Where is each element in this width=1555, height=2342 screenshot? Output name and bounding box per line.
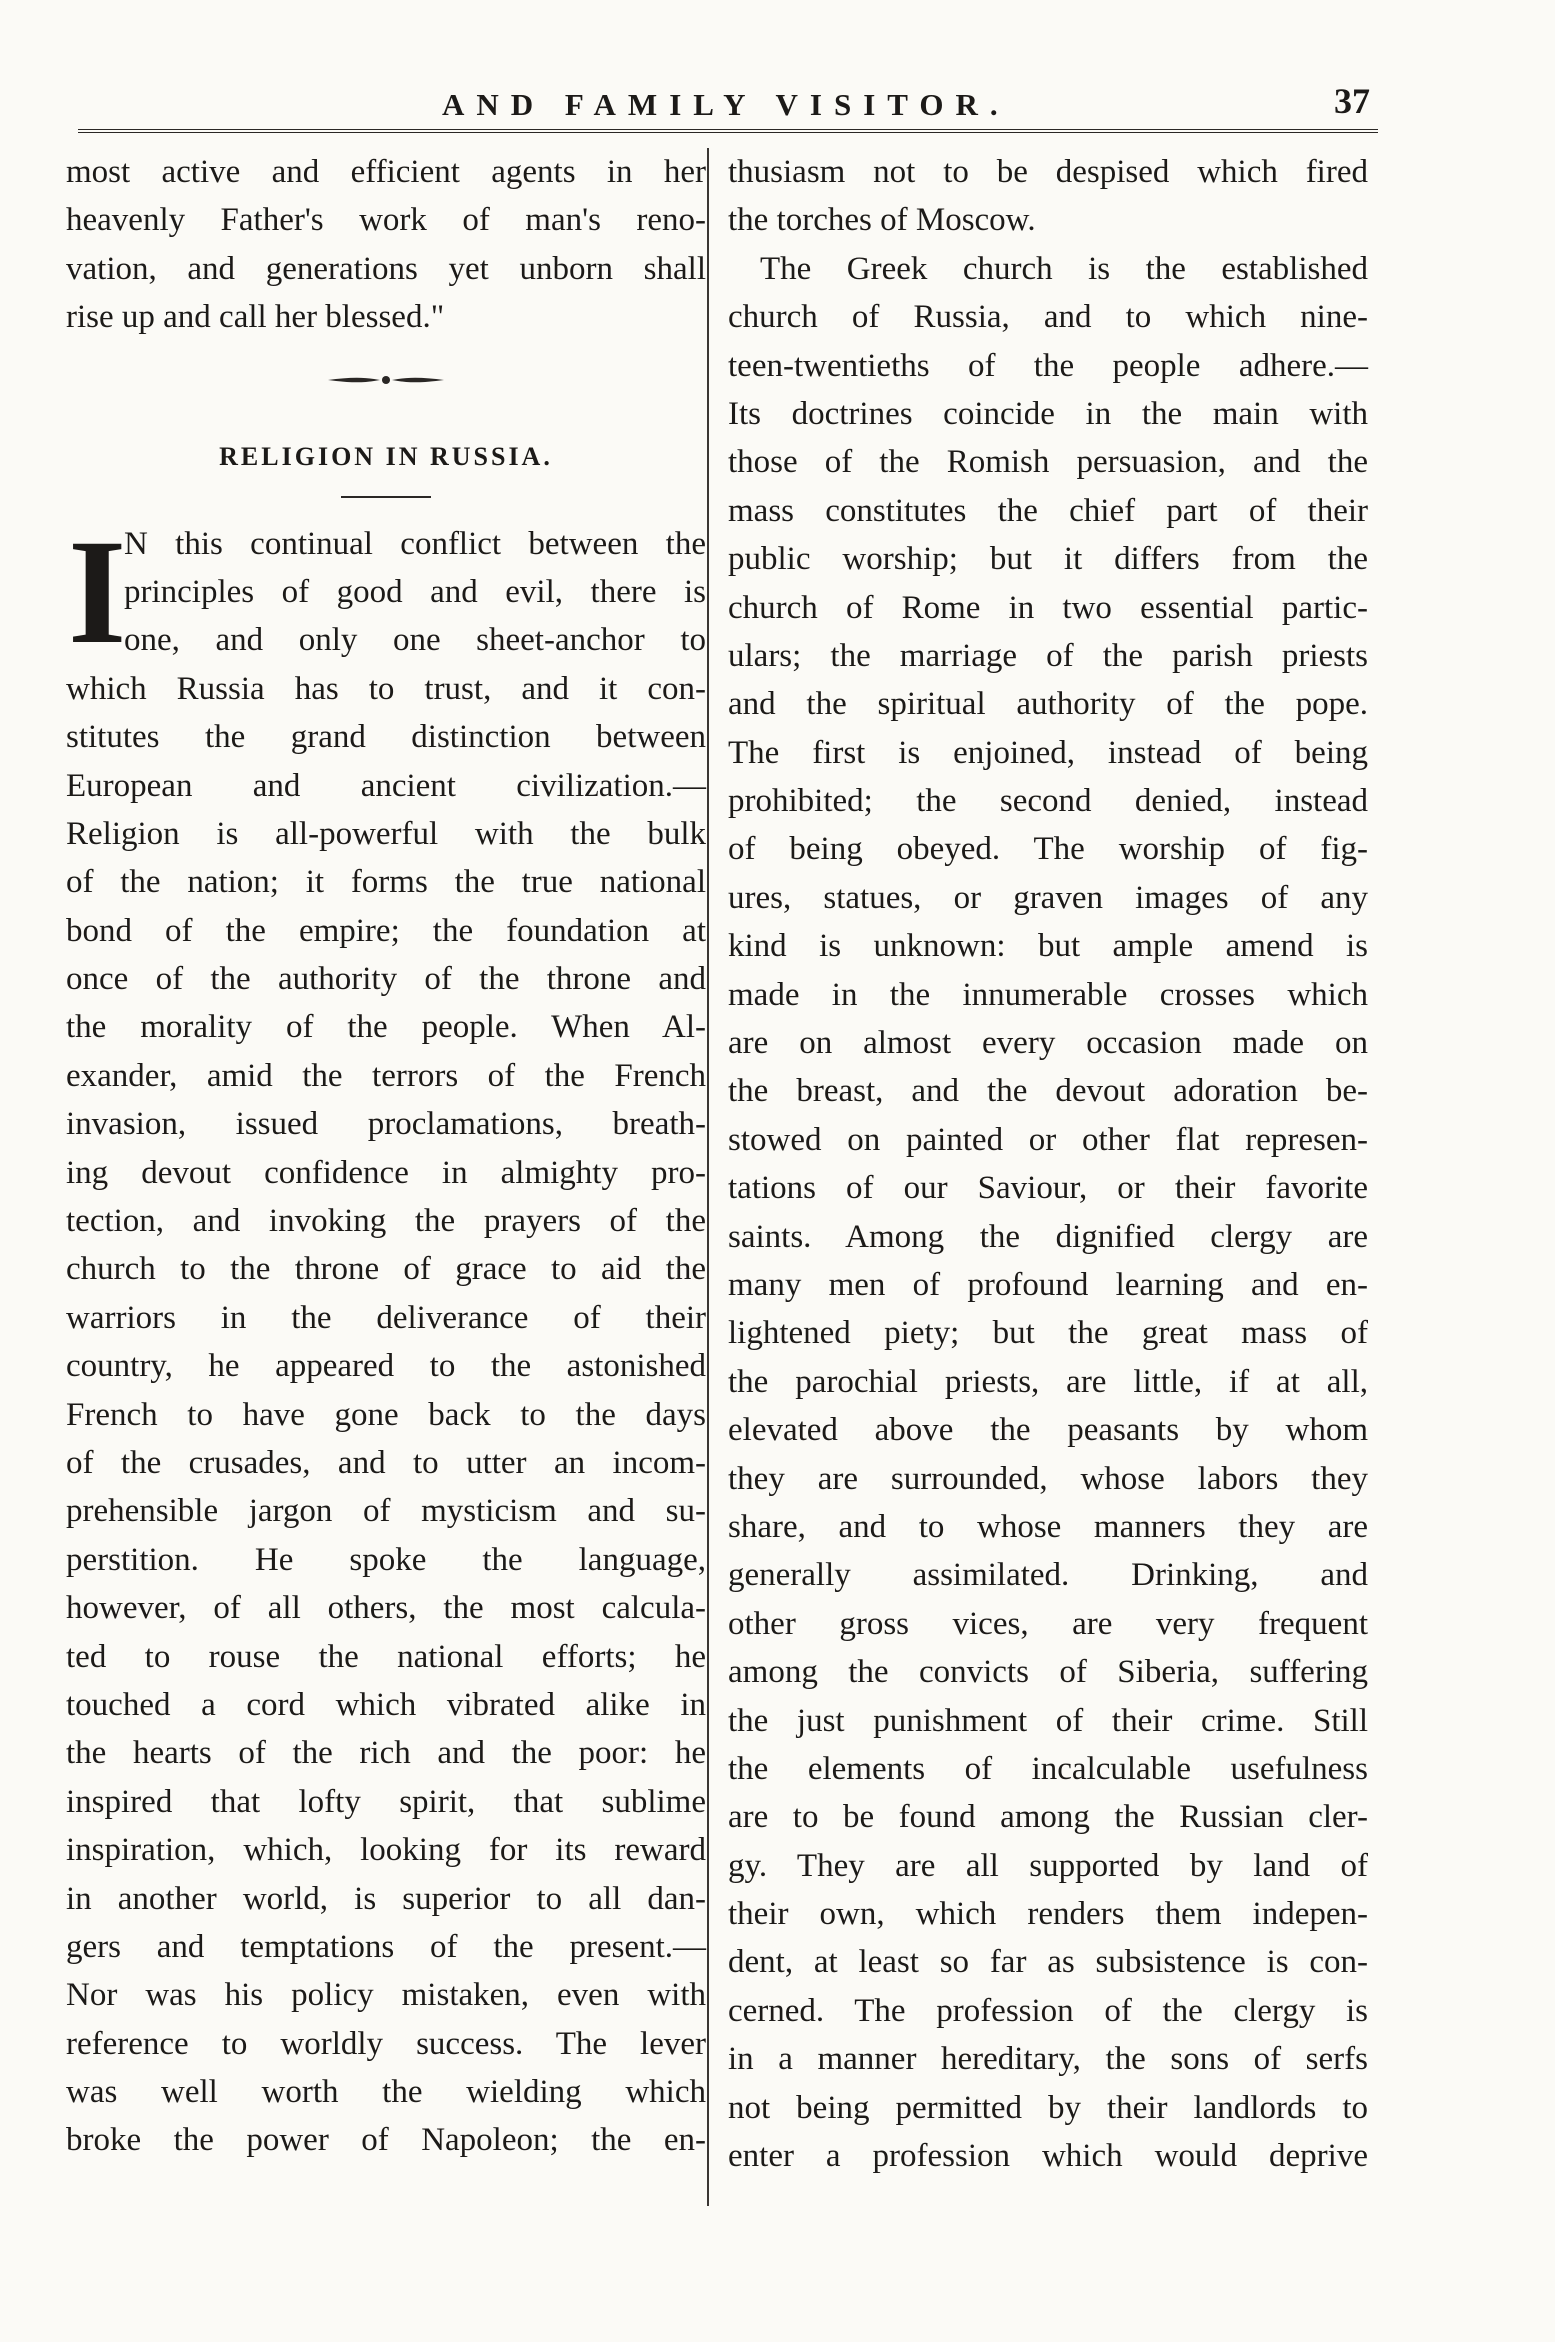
text-line: vation, and generations yet unborn shall (66, 250, 706, 287)
text-line: church to the throne of grace to aid the (66, 1251, 706, 1288)
text-line: once of the authority of the throne and (66, 961, 706, 998)
text-line: mass constitutes the chief part of their (728, 492, 1368, 529)
text-line: Religion is all-powerful with the bulk (66, 815, 706, 852)
text-line: in another world, is superior to all dan- (66, 1880, 706, 1917)
header-rule (78, 129, 1378, 137)
text-line: are to be found among the Russian cler- (728, 1799, 1368, 1836)
text-line: of the crusades, and to utter an incom- (66, 1444, 706, 1481)
text-line: N this continual conflict between the (124, 525, 706, 562)
text-line: kind is unknown: but ample amend is (728, 928, 1368, 965)
text-line: teen-twentieths of the people adhere.— (728, 347, 1368, 384)
column-divider (707, 148, 709, 2206)
drop-cap: I (68, 508, 127, 675)
text-line: ted to rouse the national efforts; he (66, 1638, 706, 1675)
text-line: perstition. He spoke the language, (66, 1541, 706, 1578)
text-line: tations of our Saviour, or their favorite (728, 1170, 1368, 1207)
text-line: of the nation; it forms the true national (66, 864, 706, 901)
text-line: rise up and call her blessed." (66, 299, 445, 336)
text-line: the morality of the people. When Al- (66, 1009, 706, 1046)
text-line: the torches of Moscow. (728, 202, 1036, 239)
running-head: AND FAMILY VISITOR. (442, 87, 1010, 122)
text-line: public worship; but it differs from the (728, 541, 1368, 578)
text-line: The Greek church is the established (760, 250, 1368, 287)
right-column (728, 148, 1368, 2180)
ornament-rule-icon (326, 370, 446, 390)
text-line: elevated above the peasants by whom (728, 1412, 1368, 1449)
text-line: share, and to whose manners they are (728, 1508, 1368, 1545)
text-line: invasion, issued proclamations, breath- (66, 1106, 706, 1143)
text-line: enter a profession which would deprive (728, 2138, 1368, 2175)
text-line: thusiasm not to be despised which fired (728, 154, 1368, 190)
text-line: broke the power of Napoleon; the en- (66, 2122, 706, 2159)
text-line: French to have gone back to the days (66, 1396, 706, 1433)
text-line: their own, which renders them indepen- (728, 1896, 1368, 1933)
text-line: ures, statues, or graven images of any (728, 879, 1368, 916)
text-line: touched a cord which vibrated alike in (66, 1686, 706, 1723)
text-line: those of the Romish persuasion, and the (728, 444, 1368, 481)
text-line: prehensible jargon of mysticism and su- (66, 1493, 706, 1530)
text-line: generally assimilated. Drinking, and (728, 1557, 1368, 1594)
text-line: country, he appeared to the astonished (66, 1348, 706, 1385)
text-line: Its doctrines coincide in the main with (728, 395, 1368, 432)
text-line: saints. Among the dignified clergy are (728, 1218, 1368, 1255)
text-line: Nor was his policy mistaken, even with (66, 1977, 706, 2014)
text-line: exander, amid the terrors of the French (66, 1057, 706, 1094)
text-line: and the spiritual authority of the pope. (728, 686, 1368, 723)
text-line: are on almost every occasion made on (728, 1025, 1368, 1062)
section-ornament (66, 342, 706, 422)
text-line: which Russia has to trust, and it con- (66, 670, 706, 707)
text-line: stitutes the grand distinction between (66, 719, 706, 756)
text-line: however, of all others, the most calcula- (66, 1590, 706, 1627)
text-line: church of Rome in two essential partic- (728, 589, 1368, 626)
text-line: among the convicts of Siberia, suffering (728, 1654, 1368, 1691)
text-line: lightened piety; but the great mass of (728, 1315, 1368, 1352)
text-line: prohibited; the second denied, instead (728, 783, 1368, 820)
text-line: gy. They are all supported by land of (728, 1847, 1368, 1884)
text-line: bond of the empire; the foundation at (66, 912, 706, 949)
text-line: many men of profound learning and en- (728, 1266, 1368, 1303)
text-line: church of Russia, and to which nine- (728, 299, 1368, 336)
text-line: other gross vices, are very frequent (728, 1605, 1368, 1642)
text-line: cerned. The profession of the clergy is (728, 1992, 1368, 2029)
text-line: the hearts of the rich and the poor: he (66, 1735, 706, 1772)
text-line: dent, at least so far as subsistence is con- (728, 1944, 1368, 1981)
opening-paragraph (66, 508, 706, 675)
title-rule (66, 492, 706, 520)
text-line: of being obeyed. The worship of fig- (728, 831, 1368, 868)
text-line: ulars; the marriage of the parish priests (728, 637, 1368, 674)
article-title: RELIGION IN RUSSIA. (219, 441, 553, 471)
text-line: tection, and invoking the prayers of the (66, 1203, 706, 1240)
text-line: reference to worldly success. The lever (66, 2025, 706, 2062)
text-line: European and ancient civilization.— (66, 767, 706, 804)
text-line: most active and efficient agents in her (66, 154, 706, 190)
text-line: stowed on painted or other flat represen- (728, 1121, 1368, 1158)
text-line: in a manner hereditary, the sons of serfs (728, 2041, 1368, 2078)
text-line: the breast, and the devout adoration be- (728, 1073, 1368, 1110)
text-line: The first is enjoined, instead of being (728, 734, 1368, 771)
text-line: the parochial priests, are little, if at all, (728, 1363, 1368, 1400)
text-line: the elements of incalculable usefulness (728, 1750, 1368, 1787)
text-line: not being permitted by their landlords to (728, 2089, 1368, 2126)
text-line: warriors in the deliverance of their (66, 1299, 706, 1336)
page-number: 37 (1334, 81, 1370, 121)
text-line: inspired that lofty spirit, that sublime (66, 1783, 706, 1820)
text-line: ing devout confidence in almighty pro- (66, 1154, 706, 1191)
text-line: heavenly Father's work of man's reno- (66, 202, 706, 239)
text-line: they are surrounded, whose labors they (728, 1460, 1368, 1497)
text-line: gers and temptations of the present.— (66, 1928, 706, 1965)
text-line: principles of good and evil, there is (124, 573, 706, 610)
left-column (66, 148, 706, 2165)
text-line: was well worth the wielding which (66, 2074, 706, 2111)
text-line: one, and only one sheet-anchor to (124, 622, 706, 659)
text-line: inspiration, which, looking for its reward (66, 1832, 706, 1869)
text-line: made in the innumerable crosses which (728, 976, 1368, 1013)
text-line: the just punishment of their crime. Still (728, 1702, 1368, 1739)
